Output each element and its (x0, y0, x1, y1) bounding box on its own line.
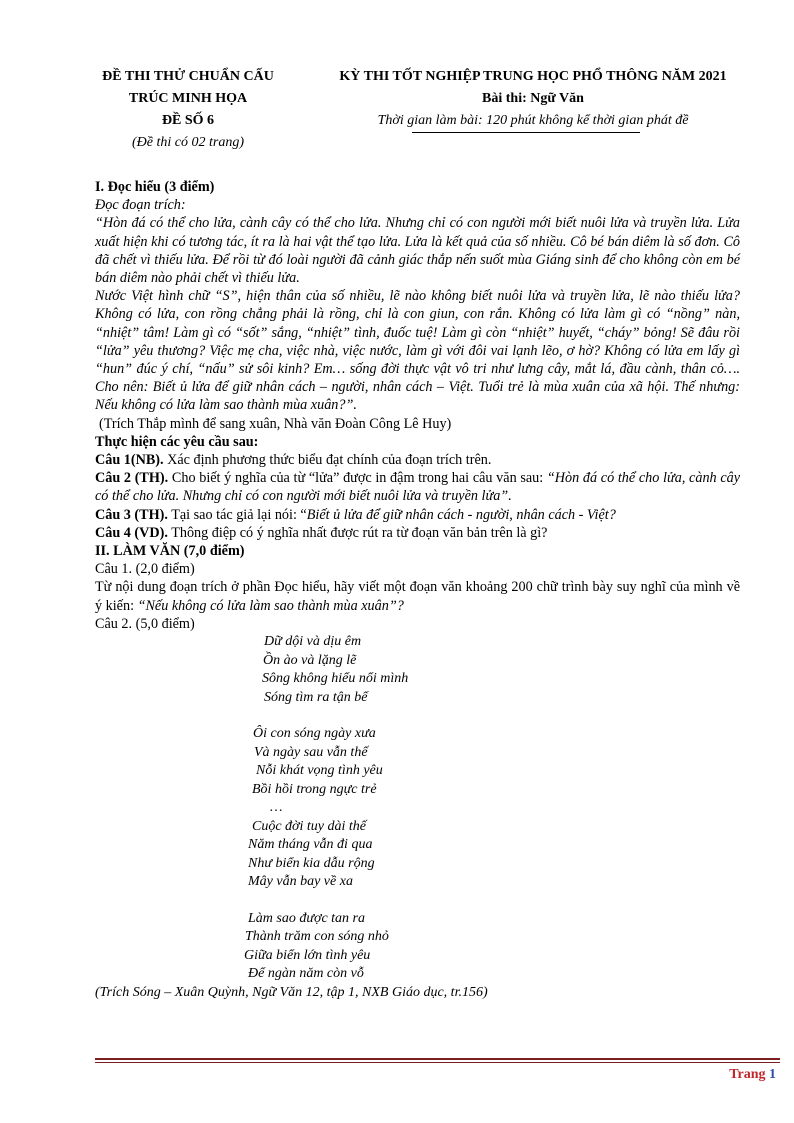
tasks-heading: Thực hiện các yêu cầu sau: (95, 433, 259, 450)
header-right (300, 66, 766, 132)
question-4-text: Thông điệp có ý nghĩa nhất được rút ra từ đoạn văn bản trên là gì? (167, 524, 548, 541)
poem-line: Sóng tìm ra tận bể (264, 689, 368, 705)
poem-line: Năm tháng vẫn đi qua (248, 837, 373, 853)
question-4-label: Câu 4 (VD). (95, 524, 168, 541)
exam-subject: Bài thi: Ngữ Văn (482, 91, 584, 106)
essay-question-1-text: Từ nội dung đoạn trích ở phần Đọc hiểu, hãy viết một đoạn văn khoảng 200 chữ trình bày suy nghĩ của mình về ý kiến: (95, 579, 740, 614)
poem-stanza-2 (95, 725, 740, 892)
question-3-text: Tại sao tác giả lại nói: “ (167, 506, 307, 523)
poem-line: … (270, 800, 283, 816)
poem-source: (Trích Sóng – Xuân Quỳnh, Ngữ Văn 12, tập 1, NXB Giáo dục, tr.156) (95, 984, 488, 1000)
poem-line: Và ngày sau vẫn thế (254, 744, 368, 760)
footer-divider (95, 1058, 780, 1060)
passage-paragraph-1: “Hòn đá có thể cho lửa, cành cây có thể cho lửa. Nhưng chỉ có con người mới biết nuôi lửa và truyền lửa. Lửa xuất hiện khi có tương tác, ít ra là hai vật thể tạo lửa. Lửa là kết quả của số nhiều. Cô bé bán diêm là số đơn. Cô đã chết vì thiếu lửa. Để rồi từ đó loài người đã cảnh giác thắp nến suốt mùa Giáng sinh để cho không còn em bé bán diêm nào phải chết vì thiếu lửa. (95, 215, 740, 287)
question-2-text: Cho biết ý nghĩa của từ “lửa” được in đậm trong hai câu văn sau: (168, 470, 547, 487)
exam-content (95, 178, 740, 1002)
part1-intro: Đọc đoạn trích: (95, 197, 186, 214)
essay-question-1-label: Câu 1. (2,0 điểm) (95, 561, 195, 578)
question-2-quote: “Hòn đá có thể cho lửa, cành cây có thể cho lửa. Nhưng chỉ có con người mới biết nuôi lửa và truyền lửa”. (95, 470, 741, 505)
essay-question-1 (95, 578, 740, 614)
poem (95, 633, 740, 1002)
poem-line: Ồn ào và lặng lẽ (263, 652, 357, 668)
poem-line: Cuộc đời tuy dài thế (252, 818, 367, 834)
page-number-value: 1 (769, 1067, 776, 1082)
poem-line: Giữa biển lớn tình yêu (244, 947, 371, 963)
exam-number: ĐỀ SỐ 6 (161, 113, 215, 128)
question-3 (95, 506, 740, 524)
page-number (729, 1067, 776, 1083)
header-left (78, 66, 298, 154)
header-left-line1: ĐỀ THI THỬ CHUẨN CẤU (102, 69, 274, 84)
passage-source: (Trích Thắp mình để sang xuân, Nhà văn Đoàn Công Lê Huy) (99, 415, 452, 432)
header-underline (412, 132, 640, 133)
poem-stanza-3 (95, 910, 740, 984)
poem-line: Làm sao được tan ra (248, 910, 366, 926)
poem-line: Sông không hiểu nổi mình (262, 671, 409, 687)
footer-divider-thin (95, 1062, 780, 1063)
question-3-quote: Biết ủ lửa để giữ nhân cách - người, nhân cách - Việt? (306, 506, 616, 523)
poem-line: Thành trăm con sóng nhỏ (245, 929, 389, 945)
question-4 (95, 524, 740, 542)
question-2 (95, 469, 740, 505)
question-1-text: Xác định phương thức biểu đạt chính của đoạn trích trên. (163, 452, 492, 469)
header-left-line2: TRÚC MINH HỌA (128, 91, 248, 106)
poem-line: Bồi hồi trong ngực trẻ (252, 781, 377, 797)
page-count-note: (Đề thi có 02 trang) (132, 135, 244, 150)
page-label: Trang (729, 1067, 766, 1082)
question-2-label: Câu 2 (TH). (95, 470, 169, 487)
exam-duration: Thời gian làm bài: 120 phút không kể thời gian phát đề (377, 113, 689, 128)
question-1-label: Câu 1(NB). (95, 452, 164, 469)
question-3-label: Câu 3 (TH). (95, 506, 168, 523)
poem-line: Ôi con sóng ngày xưa (253, 726, 376, 742)
poem-line: Để ngàn năm còn vỗ (248, 966, 364, 982)
essay-question-1-quote: “Nếu không có lửa làm sao thành mùa xuân”? (137, 597, 404, 614)
poem-stanza-1 (95, 633, 740, 707)
exam-title: KỲ THI TỐT NGHIỆP TRUNG HỌC PHỔ THÔNG NĂM 2021 (339, 69, 727, 84)
part1-heading: I. Đọc hiểu (3 điểm) (95, 179, 215, 195)
poem-line: Mây vẫn bay về xa (248, 874, 353, 890)
passage-paragraph-2: Nước Việt hình chữ “S”, hiện thân của số nhiều, lẽ nào không biết nuôi lửa và truyền lửa, lẽ nào thiếu lửa? Không có lửa, con rồng chẳng phải là rồng, chỉ là con giun, con rắn. Không có lửa làm gì có “nồng” nàn, “nhiệt” tâm! Làm gì có “sốt” sắng, “nhiệt” tình, đuốc tuệ! Làm gì còn “nhiệt” huyết, “cháy” bỏng! Sẽ đâu rồi “lửa” yêu thương? Việc mẹ cha, việc nhà, việc nước, làm gì với đôi vai lạnh lẽo, ơ hờ? Không có lửa em lấy gì “hun” đúc ý chí, “nấu” sử sôi kinh? Em… sống đời thực vật vô tri như lưng cây, mắt lá, đầu cành, thân cỏ…. Cho nên: Biết ủ lửa để giữ nhân cách – người, nhân cách – Việt. Tuổi trẻ là mùa xuân của xã hội. Thế nhưng: Nếu không có lửa làm sao thành mùa xuân?”. (95, 288, 740, 414)
poem-line: Nỗi khát vọng tình yêu (256, 763, 383, 779)
essay-question-2-label: Câu 2. (5,0 điểm) (95, 615, 195, 632)
poem-line: Như biển kia dẫu rộng (248, 855, 375, 871)
part2-heading: II. LÀM VĂN (7,0 điểm) (95, 543, 245, 560)
question-1 (95, 451, 740, 469)
poem-line: Dữ dội và dịu êm (264, 634, 362, 650)
